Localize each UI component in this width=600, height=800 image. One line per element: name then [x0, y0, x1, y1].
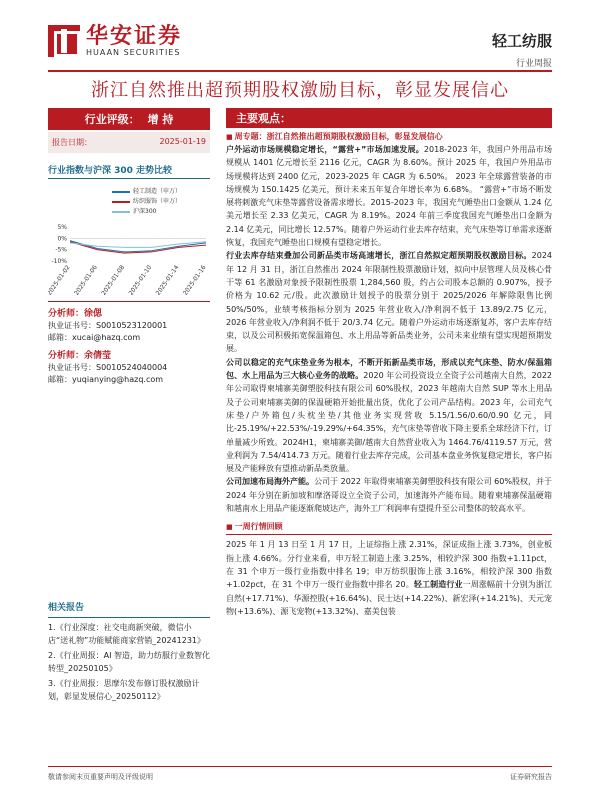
- report-title: 浙江自然推出超预期股权激励目标，彰显发展信心: [91, 80, 509, 101]
- y-tick-label: -10%: [51, 258, 67, 265]
- y-tick-label: 0%: [57, 235, 67, 243]
- related-item[interactable]: 3.《行业周报：思摩尔发布修订股权激励计划，彰显发展信心_20250112》: [48, 679, 200, 701]
- main-column: [226, 108, 552, 618]
- week-review-heading: ■ 一周行情回顾: [226, 521, 552, 535]
- paragraph-overseas: 公司加速布局海外产能。公司于 2022 年取得柬埔寨美御塑胶科技有限公司 60%股权，并于 2024 年分别在新加坡和摩洛哥设立全资子公司，加速海外产能布局。随着柬埔寨保温硬箱和越南水上用品产能逐渐爬坡达产，海外工厂利润率有望提升至公司整体的较高水平。: [226, 477, 552, 514]
- report-date-value: 2025-01-19: [159, 137, 206, 146]
- paragraph-strategy: 公司以稳定的充气床垫业务为根本，不断开拓新品类市场，形成以充气床垫、防水/保温箱包、水上用品为三大核心业务的战略。2020 年公司投资设立全资子公司越南大自然，2022 年公司取得柬埔寨美御塑胶科技有限公司 60%股权，2023 年越南大自然 SUP 等水上用品及子公司柬埔寨美御的保温硬箱开始批量出货，优化了公司产品结构。2023 年，公司充气床垫/户外箱包/头枕坐垫/其他业务实现营收 5.15/1.56/0.60/0.90 亿元，同比-25.19%/+22.53%/-19.29%/+64.35%，充气床垫等营收下降主要系全球经济下行，订单量减少所致。2024H1，柬埔寨美御/越南大自然营业收入为 1464.76/4119.57 万元，营业利润为 7.54/414.73 万元。随着行业去库存完成，公司基本盘业务恢复稳定增长，客户拓展及产能释放有望推动新品类放量。: [226, 357, 553, 474]
- legend-item: 沪深300: [112, 207, 181, 217]
- industry-name: 轻工纺服: [491, 32, 552, 50]
- related-item[interactable]: 1.《行业深度：社交电商新突破，微信小店“送礼物”功能赋能商家营销_20241231》: [48, 623, 206, 645]
- rating-value: 增 持: [147, 113, 174, 126]
- report-date: [48, 132, 210, 153]
- related-item[interactable]: 2.《行业周报：AI 智造，助力纺服行业数智化转型_20250105》: [48, 651, 211, 673]
- x-tick-label: 2025-01-10: [127, 264, 154, 295]
- x-tick-label: 2025-01-14: [154, 264, 181, 295]
- rating-label: 行业评级：: [84, 113, 140, 126]
- y-tick-label: -5%: [55, 246, 67, 254]
- paragraph-incentive: 行业去库存结束叠加公司新品类市场高速增长，浙江自然拟定超预期股权激励目标。2024 年 12 月 31 日，浙江自然推出 2024 年限制性股票激励计划，拟向中层管理人员及核心骨干等 61 名激励对象授予限制性股票 1,284,560 股，约占公司股本总额的 0.907%，授予价格为 10.62 元/股。此次激励计划授予的股票分别于 2025/2026 年解除限售比例 50%/50%，业绩考核指标分别为 2025 年营业收入/净利润不低于 13.89/2.75 亿元，2026 年营业收入/净利润不低于 20/3.74 亿元。随着户外运动市场逐渐复苏，客户去库存结束，以及公司积极拓宽保温箱包、水上用品等新品类业务，公司未来业绩有望实现超预期发展。: [226, 251, 552, 354]
- paragraph-market: 户外运动市场规模稳定增长，“露营+”市场加速发展。2018-2023 年，我国户外用品市场规模从 1401 亿元增长至 2116 亿元，CAGR 为 8.60%。预计 2025 年，我国户外用品市场规模将达到 2400 亿元，2023-2025 年 CAGR 为 6.50%。 2023 年全球露营装备的市场规模为 150.1425 亿美元，预计未来五年复合年增长率为 6.68%。 “露营+”市场不断发展将刺激充气床垫等露营设备需求增长。2015-2023 年，我国充气睡垫出口金额从 1.24 亿美元增长至 2.33 亿美元，CAGR 为 8.19%。2024 年前三季度我国充气睡垫出口金额为 2.14 亿美元，同比增长 12.57%。随着户外运动行业去库存结束，充气床垫等订单需求逐渐恢复，我国充气睡垫出口规模有望稳定增长。: [226, 145, 553, 248]
- analyst-divider: [48, 301, 210, 302]
- x-tick-label: 2025-01-16: [181, 264, 208, 295]
- logo-cn: 华安证券: [86, 23, 183, 49]
- footer-disclaimer: 敬请参阅末页重要声明及评级说明: [48, 773, 153, 781]
- analyst-1: 分析师：徐偲 执业证书号：S0010523120001 邮箱：xucai@hazq.com: [48, 309, 168, 342]
- header-divider: [48, 70, 552, 72]
- footer-label: 证券研究报告: [510, 773, 552, 781]
- company-logo: [48, 24, 182, 57]
- chart-section-title: 行业指数与沪深 300 走势比较: [48, 163, 210, 179]
- bullet-icon: ■: [226, 133, 233, 141]
- analyst-2: 分析师：余倩莹 执业证书号：S0010524040004 邮箱：yuqianying@hazq.com: [48, 351, 168, 384]
- index-chart: [48, 183, 210, 295]
- x-tick-label: 2025-01-08: [100, 264, 127, 295]
- legend-item: 轻工制造（申万）: [112, 187, 181, 197]
- topic-heading: ■ 周专题：浙江自然推出超预期股权激励目标，彰显发展信心: [226, 132, 443, 141]
- left-column: [48, 108, 210, 386]
- footer-divider: [48, 766, 552, 767]
- related-reports: [48, 602, 210, 705]
- logo-en: HUAAN SECURITIES: [86, 48, 181, 57]
- x-tick-label: 2025-01-02: [48, 264, 72, 295]
- report-type: 行业周报: [515, 59, 552, 69]
- main-heading: 主要观点：: [226, 108, 552, 128]
- legend-item: 纺织服饰（申万）: [112, 197, 181, 207]
- bullet-icon: ■: [226, 523, 233, 532]
- chart-legend: [112, 187, 181, 217]
- rating-box: [48, 108, 210, 130]
- related-title: 相关报告: [48, 602, 210, 618]
- x-tick-label: 2025-01-06: [73, 264, 99, 295]
- logo-mark-icon: [48, 25, 80, 57]
- paragraph-week: 2025 年 1 月 13 日至 1 月 17 日，上证综指上涨 2.31%，深证成指上涨 3.73%，创业板指上涨 4.66%。分行业来看，申万轻工制造上涨 3.25%，相较沪深 300 指数+1.11pct，在 31 个申万一级行业指数中排名 19；申万纺织服饰上涨 3.16%，相较沪深 300 指数+1.02pct，在 31 个申万一级行业指数中排名 20。轻工制造行业一周涨幅前十分别为浙江自然(+17.71%)、华源控股(+16.64%)、民士达(+14.22%)、新宏泽(+14.21%)、天元宠物(+13.6%)、源飞宠物(+13.32%)、嘉美包装: [226, 540, 552, 616]
- y-tick-label: 5%: [57, 224, 67, 231]
- series-line: [70, 241, 206, 252]
- report-date-label: 报告日期：: [52, 138, 92, 147]
